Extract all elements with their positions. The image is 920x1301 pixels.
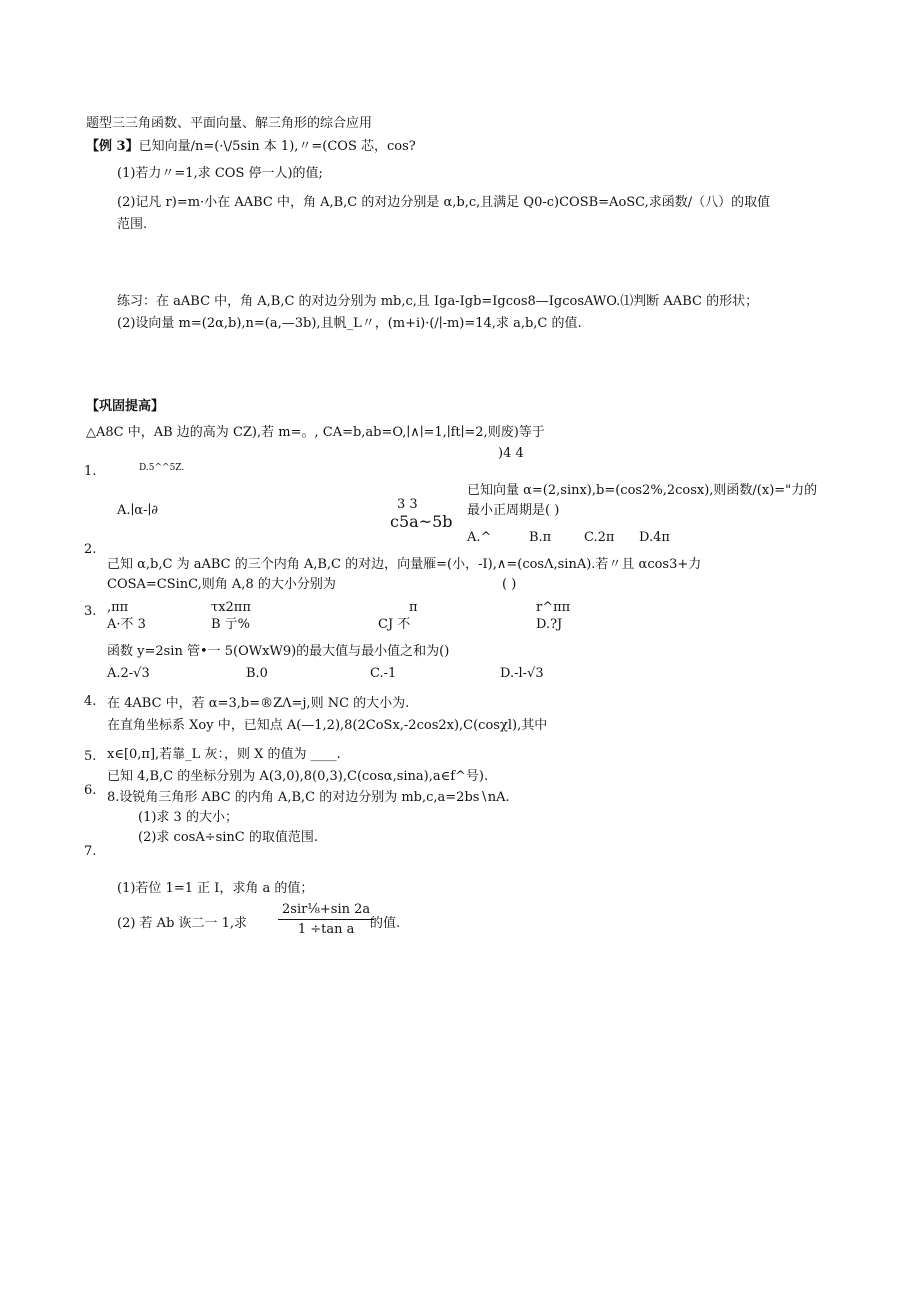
q3-line1: 己知 α,b,C 为 aABC 的三个内角 A,B,C 的对边，向量雁=(小，-I),∧=(cosΛ,sinA).若〃且 αcos3+力 xyxy=(107,557,702,572)
q7-part2-pre: (2) 若 Ab 诙二一 1,求 xyxy=(117,916,248,931)
q3-top-c: π xyxy=(409,600,418,615)
q4-option-a: A.2-√3 xyxy=(107,666,150,681)
q3-option-d: D.?J xyxy=(536,617,563,632)
q7-line1: 已知 4,B,C 的坐标分别为 A(3,0),8(0,3),C(cosα,sina),a∈f^号). xyxy=(107,769,489,784)
q4-option-d: D.-l-√3 xyxy=(500,666,544,681)
consolidate-heading: 【巩固提高】 xyxy=(86,399,165,414)
number-4: 4. xyxy=(84,694,97,709)
q2-line2: 最小正周期是( ) xyxy=(467,503,560,518)
q1-frac-row: )4 4 xyxy=(498,446,524,461)
number-1: 1. xyxy=(84,464,97,479)
q2-line1: 已知向量 α=(2,sinx),b=(cos2%,2cosx),则函数/(x)="力的 xyxy=(467,483,818,498)
q3-top-b: τx2ππ xyxy=(211,600,251,615)
example-3-q2-line1: (2)记凡 r)=m·小在 AABC 中，角 A,B,C 的对边分别是 α,b,c,且满足 Q0-c)COSB=AoSC,求函数/（八）的取值 xyxy=(117,195,771,210)
q3-top-a: ,ππ xyxy=(107,600,129,615)
q3-option-c: CJ 不 xyxy=(378,617,411,632)
q1-mid-bot: c5a~5b xyxy=(390,512,453,531)
q7-fraction-denominator: 1 ÷tan a xyxy=(297,922,355,937)
practice-line2: (2)设向量 m=(2α,b),n=(a,—3b),且帆_L〃，(m+i)·(/∣-m)=14,求 a,b,C 的值. xyxy=(117,316,582,331)
q3-line2: COSA=CSinC,则角 A,8 的大小分别为 xyxy=(107,577,336,592)
q4-line: 函数 y=2sin 管•一 5(OWxW9)的最大值与最小值之和为() xyxy=(107,644,450,659)
example-3-q2-line2: 范围. xyxy=(117,217,148,232)
q1-option-a: A.∣α-∣∂ xyxy=(117,503,158,518)
example-3-tag: 【例 3】 xyxy=(86,139,139,154)
q2-option-c: C.2π xyxy=(584,530,615,545)
q8-line: 8.设锐角三角形 ABC 的内角 A,B,C 的对边分别为 mb,c,a=2bs∖nA. xyxy=(107,790,510,805)
number-7: 7. xyxy=(84,844,97,859)
q3-paren: ( ) xyxy=(502,577,517,592)
q7-part1: (1)若位 1=1 正 I，求角 a 的值； xyxy=(117,881,314,896)
q2-option-d: D.4π xyxy=(639,530,670,545)
q2-option-a: A.^ xyxy=(467,530,492,545)
example-3-q1: (1)若力〃=1,求 COS 停一人)的值; xyxy=(117,166,323,181)
q1-stem: △A8C 中，AB 边的高为 CZ),若 m=。, CA=b,ab=O,∣∧∣=1,∣ft∣=2,则废)等于 xyxy=(86,425,545,440)
q6-line1: 在直角坐标系 Xoy 中，已知点 A(—1,2),8(2CoSx,-2cos2x),C(cosχl),其中 xyxy=(107,718,548,733)
number-3: 3. xyxy=(84,604,97,619)
number-5: 5. xyxy=(84,749,97,764)
example-3-stem: 已知向量/n=(·\/5sin 本 1),〃=(COS 芯，cos? xyxy=(138,139,416,154)
q4-option-b: B.0 xyxy=(246,666,268,681)
number-6: 6. xyxy=(84,783,97,798)
q8-part1: (1)求 3 的大小； xyxy=(138,810,238,825)
q1-mid-top: 3 3 xyxy=(397,497,418,512)
q4-option-c: C.-1 xyxy=(370,666,397,681)
q5-line: 在 4ABC 中，若 α=3,b=®ZΛ=j,则 NC 的大小为. xyxy=(107,696,410,711)
q7-fraction xyxy=(278,902,374,937)
q3-option-a: A·不 3 xyxy=(107,617,146,632)
q7-fraction-numerator: 2sir⅛+sin 2a xyxy=(278,902,374,920)
q3-option-b: B 亍% xyxy=(211,617,251,632)
section-title: 题型三三角函数、平面向量、解三角形的综合应用 xyxy=(86,116,373,131)
q8-part2: (2)求 cosA÷sinC 的取值范围. xyxy=(138,830,319,845)
q1-small: D.5^^5Z. xyxy=(139,463,185,473)
q6-line2: x∈[0,π],若靠_L 灰：，则 X 的值为 ____. xyxy=(107,747,341,762)
number-2: 2. xyxy=(84,542,97,557)
practice-line1: 练习：在 aABC 中，角 A,B,C 的对边分别为 mb,c,且 Iga-Igb=Igcos8—IgcosAWO.⑴判断 AABC 的形状； xyxy=(117,294,759,309)
q2-option-b: B.π xyxy=(529,530,552,545)
example-3-stem-line xyxy=(86,138,416,156)
q3-top-d: r^ππ xyxy=(536,600,571,615)
q7-part2-post: 的值. xyxy=(370,916,401,931)
